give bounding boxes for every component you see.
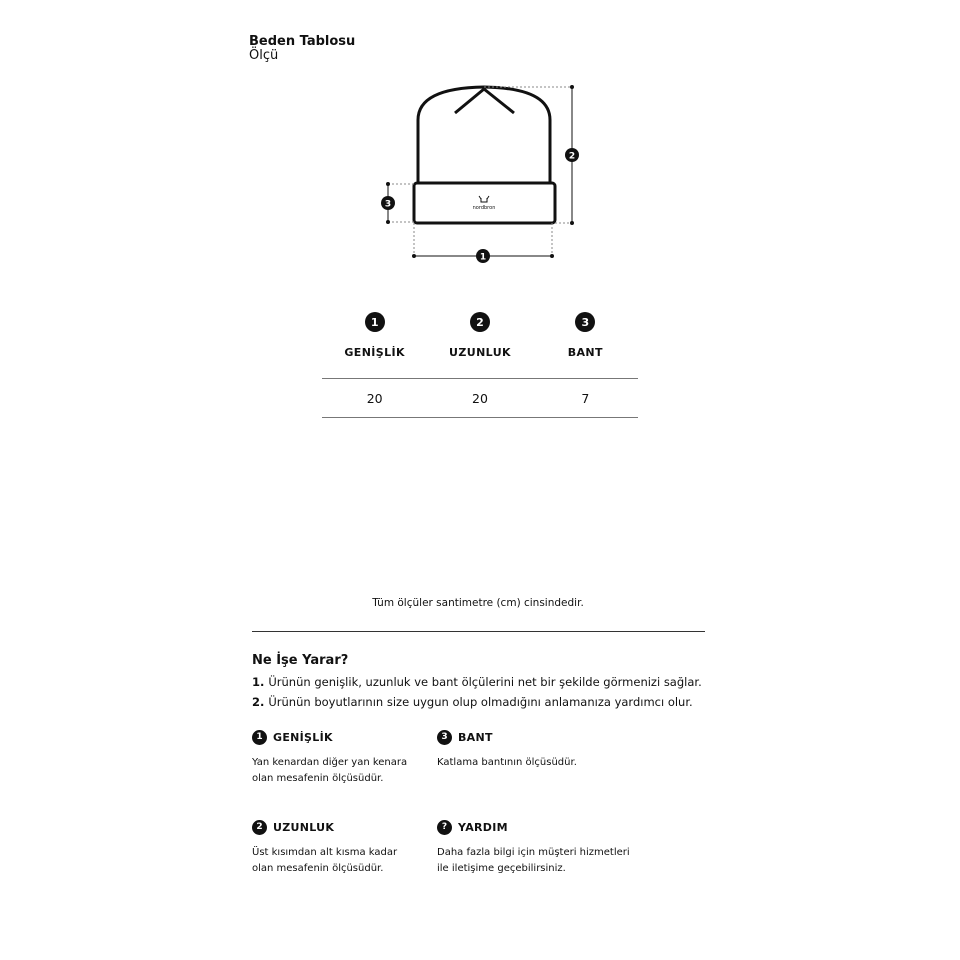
- help-icon: ?: [437, 820, 452, 835]
- legend-label: YARDIM: [458, 821, 508, 834]
- why-item: 2. Ürünün boyutlarının size uygun olup olmadığını anlamanıza yardımcı olur.: [252, 695, 693, 709]
- legend-length: [252, 820, 452, 877]
- units-note: Tüm ölçüler santimetre (cm) cinsindedir.: [372, 597, 584, 609]
- legend-desc: Katlama bantının ölçüsüdür.: [437, 757, 577, 768]
- page-title: Beden Tablosu: [249, 34, 356, 49]
- beanie-crown-outline: [418, 87, 550, 184]
- col-length-label: UZUNLUK: [449, 346, 511, 359]
- col-band: [533, 312, 638, 378]
- col-band-label: BANT: [567, 346, 603, 359]
- beanie-top-seam: [455, 89, 514, 113]
- col-width: [322, 312, 427, 378]
- brand-logo-text: nordbron: [472, 205, 496, 211]
- legend-band: [437, 730, 637, 771]
- marker-3-label: 3: [384, 199, 392, 210]
- legend-desc: Üst kısımdan alt kısma kadar olan mesafenin ölçüsüdür.: [252, 847, 398, 874]
- legend-width: [252, 730, 452, 787]
- legend-help: [437, 820, 677, 877]
- width-value: 20: [366, 390, 383, 406]
- marker-2-label: 2: [568, 151, 576, 162]
- marker-1-label: 1: [479, 252, 487, 263]
- badge-1: 1: [252, 730, 267, 745]
- legend-desc: Yan kenardan diğer yan kenara olan mesafenin ölçüsüdür.: [252, 757, 408, 784]
- why-item: 1. Ürünün genişlik, uzunluk ve bant ölçülerini net bir şekilde görmenizi sağlar.: [252, 675, 702, 689]
- table-divider-bottom: [322, 417, 638, 418]
- legend-label: BANT: [458, 731, 493, 744]
- col-length: [427, 312, 532, 378]
- badge-1: 1: [365, 312, 385, 332]
- legend-label: UZUNLUK: [273, 821, 335, 834]
- section-divider: [252, 631, 705, 632]
- size-table-header: [322, 312, 638, 378]
- badge-2: 2: [252, 820, 267, 835]
- size-table: [322, 312, 638, 418]
- badge-3: 3: [575, 312, 595, 332]
- band-value: 7: [581, 390, 590, 406]
- page-subtitle: Ölçü: [249, 48, 279, 63]
- col-width-label: GENİŞLİK: [344, 346, 405, 359]
- why-title: Ne İşe Yarar?: [252, 653, 349, 668]
- legend-label: GENİŞLİK: [273, 731, 333, 744]
- badge-3: 3: [437, 730, 452, 745]
- length-value: 20: [472, 390, 488, 406]
- beanie-measurement-diagram: [370, 75, 590, 265]
- beanie-cuff: [414, 183, 555, 223]
- legend-desc: Daha fazla bilgi için müşteri hizmetleri ile iletişime geçebilirsiniz.: [437, 847, 630, 874]
- badge-2: 2: [470, 312, 490, 332]
- size-table-values: [322, 379, 638, 417]
